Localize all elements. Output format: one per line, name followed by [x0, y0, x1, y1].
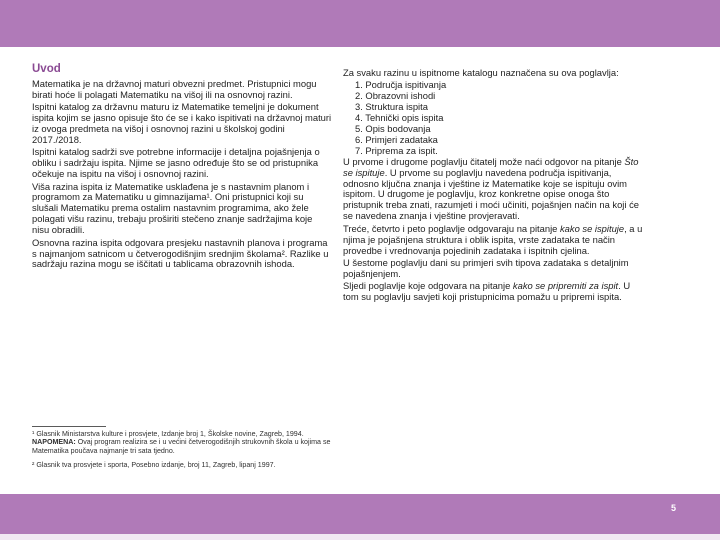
paragraph: Treće, četvrto i peto poglavlje odgovaraju na pitanje kako se ispituje, a u njima je pojašnjena struktura i oblik ispita, vrste zadataka te način provedbe i vrednovanja pojedinih zadataka i ispitnih cjelina. — [343, 222, 643, 256]
footnote-divider — [32, 426, 106, 427]
paragraph: Osnovna razina ispita odgovara presjeku nastavnih planova i programa s najmanjom satnicom u četverogodišnjim srednjim školama². Razlike u sadržaju razina mogu se iščitati u tablicama obrazovnih ishoda. — [32, 236, 329, 270]
paragraph: Sljedi poglavlje koje odgovara na pitanje kako se pripremiti za ispit. U tom su poglavlju savjeti koji pristupnicima pomažu u pripremi ispita. — [343, 280, 631, 303]
section-heading: Uvod — [32, 63, 61, 75]
paragraph: U prvome i drugome poglavlju čitatelj može naći odgovor na pitanje Što se ispituje. U prvome su poglavlju navedena područja ispitivanja, odnosno ključna znanja i vještine iz Matematike koje se ispituju ovim ispitom. U drugome je poglavlju, kroz konkretne opise onoga što pristupnik treba znati, razumjeti i moći učiniti, pojašnjen način na koji će se navedena znanja i vještine provjeravati. — [343, 155, 639, 222]
chapter-item: 4. Tehnički opis ispita — [355, 112, 444, 124]
left-column — [32, 64, 332, 272]
footnote-1: ¹ Glasnik Ministarstva kulture i prosvjete, Izdanje broj 1, Školske novine, Zagreb, 1994. NAPOMENA: Ovaj program realizira se i u većini četverogodišnjih strukovnih škola u kojima se Matematika poučava najmanje tri sata tjedno. — [32, 430, 331, 455]
paragraph: Ispitni katalog za državnu maturu iz Matematike temeljni je dokument ispita kojim se jasno opisuje što će se i kako ispitivati na državnoj maturi iz ovoga predmeta na višoj i osnovnoj razini u školskoj godini 2017./2018. — [32, 101, 332, 145]
chapter-item: 2. Obrazovni ishodi — [355, 90, 436, 102]
paragraph: Matematika je na državnoj maturi obvezni predmet. Pristupnici mogu birati hoće li polagati Matematiku na višoj ili na osnovnoj razini. — [32, 77, 317, 100]
chapter-item: 1. Područja ispitivanja — [355, 79, 447, 91]
right-column — [343, 68, 645, 305]
chapter-list — [343, 80, 645, 156]
paragraph: U šestome poglavlju dani su primjeri svih tipova zadataka s detaljnim pojašnjenjem. — [343, 256, 629, 279]
footnotes — [32, 430, 332, 476]
footnote-2: ² Glasnik tva prosvjete i sporta, Posebno izdanje, broj 11, Zagreb, lipanj 1997. — [32, 461, 276, 470]
chapters-intro: Za svaku razinu u ispitnome katalogu naznačena su ova poglavlja: — [343, 67, 619, 78]
paragraph: Viša razina ispita iz Matematike usklađena je s nastavnim planom i programom za Matematiku u gimnazijama¹. Oni pristupnici koji su slušali Matematiku prema ostalim nastavnim programima, ako žele polagati višu razinu, trebaju proširiti stečeno znanje sadržajima koje nisu obradili. — [32, 180, 313, 236]
chapter-item: 5. Opis bodovanja — [355, 123, 431, 135]
chapter-item: 3. Struktura ispita — [355, 101, 428, 113]
header-band — [0, 0, 720, 47]
chapter-item: 6. Primjeri zadataka — [355, 133, 438, 145]
chapter-item: 7. Priprema za ispit. — [355, 144, 438, 156]
paragraph: Ispitni katalog sadrži sve potrebne informacije i detaljna pojašnjenja o obliku i sadržaju ispita. Njime se jasno određuje što se od pristupnika očekuje na ispitu na višoj i osnovnoj razini. — [32, 146, 320, 180]
footer-band — [0, 494, 720, 534]
page-number: 5 — [670, 503, 676, 513]
footer-strip — [0, 534, 720, 540]
